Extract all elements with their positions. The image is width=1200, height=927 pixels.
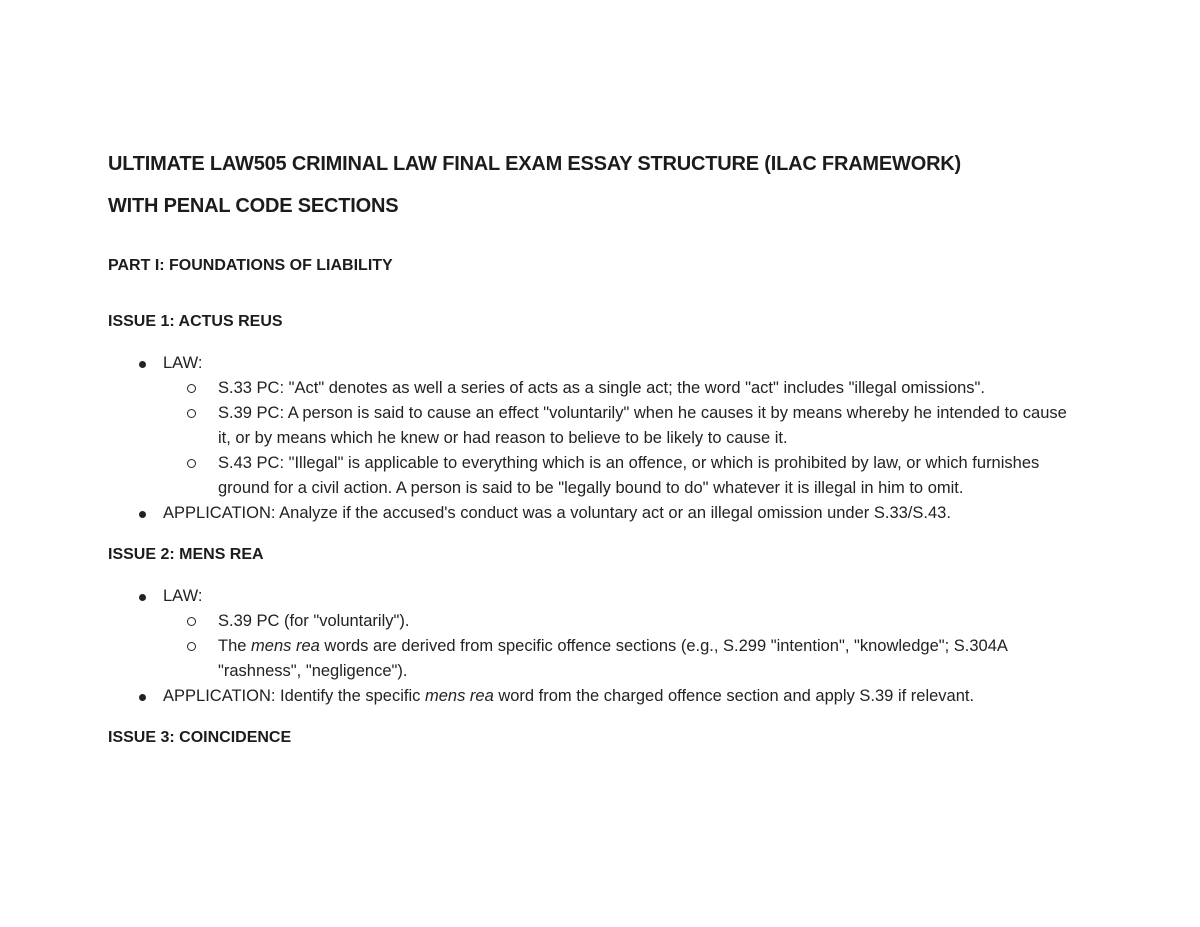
issue-2-application-item xyxy=(108,684,1100,709)
issue-2-law-s39-text: S.39 PC (for "voluntarily"). xyxy=(218,612,410,630)
issue-1-law-s33-text: S.33 PC: "Act" denotes as well a series of acts as a single act; the word "act" includes "illegal omissions". xyxy=(218,379,986,397)
bullet-dot-icon xyxy=(139,594,146,601)
issue-2-law-mens-rea xyxy=(163,634,1083,684)
issue-1-law-s43 xyxy=(163,451,1083,501)
issue-1-application-text: APPLICATION: Analyze if the accused's conduct was a voluntary act or an illegal omission under S.33/S.43. xyxy=(163,504,951,522)
issue-2-application-before: APPLICATION: Identify the specific xyxy=(163,687,425,705)
issue-2-law-label: LAW: xyxy=(163,587,203,605)
issue-2-list xyxy=(108,584,1100,709)
issue-1-heading: ISSUE 1: ACTUS REUS xyxy=(108,313,283,330)
issue-2-application-italic: mens rea xyxy=(424,687,494,705)
issue-1-law-s43-text: S.43 PC: "Illegal" is applicable to everything which is an offence, or which is prohibited by law, or which furnishes ground for a civil action. A person is said to be "legally bound to do" whatever it is illegal in him to omit. xyxy=(218,454,1040,497)
issue-1-list xyxy=(108,351,1100,526)
bullet-circle-icon xyxy=(187,642,196,651)
issue-1-application-item xyxy=(108,501,1100,526)
issue-2-heading: ISSUE 2: MENS REA xyxy=(108,546,264,563)
bullet-circle-icon xyxy=(187,384,196,393)
issue-2-law-sublist xyxy=(163,609,1100,684)
bullet-circle-icon xyxy=(187,409,196,418)
bullet-dot-icon xyxy=(139,694,146,701)
issue-1-law-s33 xyxy=(163,376,1083,401)
document-title-line-1: ULTIMATE LAW505 CRIMINAL LAW FINAL EXAM ESSAY STRUCTURE (ILAC FRAMEWORK) xyxy=(108,153,962,175)
bullet-circle-icon xyxy=(187,459,196,468)
issue-2-application-after: word from the charged offence section and apply S.39 if relevant. xyxy=(493,687,975,705)
issue-1-law-label: LAW: xyxy=(163,354,203,372)
issue-1-law-item xyxy=(108,351,1100,501)
issue-2-law-mens-rea-after: words are derived from specific offence sections (e.g., S.299 "intention", "knowledge"; S.304A "rashness", "negligence"). xyxy=(218,637,1007,680)
bullet-circle-icon xyxy=(187,617,196,626)
bullet-dot-icon xyxy=(139,511,146,518)
issue-1-law-s39 xyxy=(163,401,1083,451)
bullet-dot-icon xyxy=(139,361,146,368)
issue-2-law-mens-rea-italic: mens rea xyxy=(251,637,320,655)
part-1-heading: PART I: FOUNDATIONS OF LIABILITY xyxy=(108,257,393,274)
issue-2-law-item xyxy=(108,584,1100,684)
issue-1-law-s39-text: S.39 PC: A person is said to cause an effect "voluntarily" when he causes it by means whereby he intended to cause it, or by means which he knew or had reason to believe to be likely to cause it. xyxy=(218,404,1067,447)
issue-2-law-s39 xyxy=(163,609,1083,634)
issue-3-heading: ISSUE 3: COINCIDENCE xyxy=(108,729,292,746)
issue-2-law-mens-rea-before: The xyxy=(218,637,252,655)
document-title-line-2: WITH PENAL CODE SECTIONS xyxy=(108,195,399,217)
issue-1-law-sublist xyxy=(163,376,1100,501)
